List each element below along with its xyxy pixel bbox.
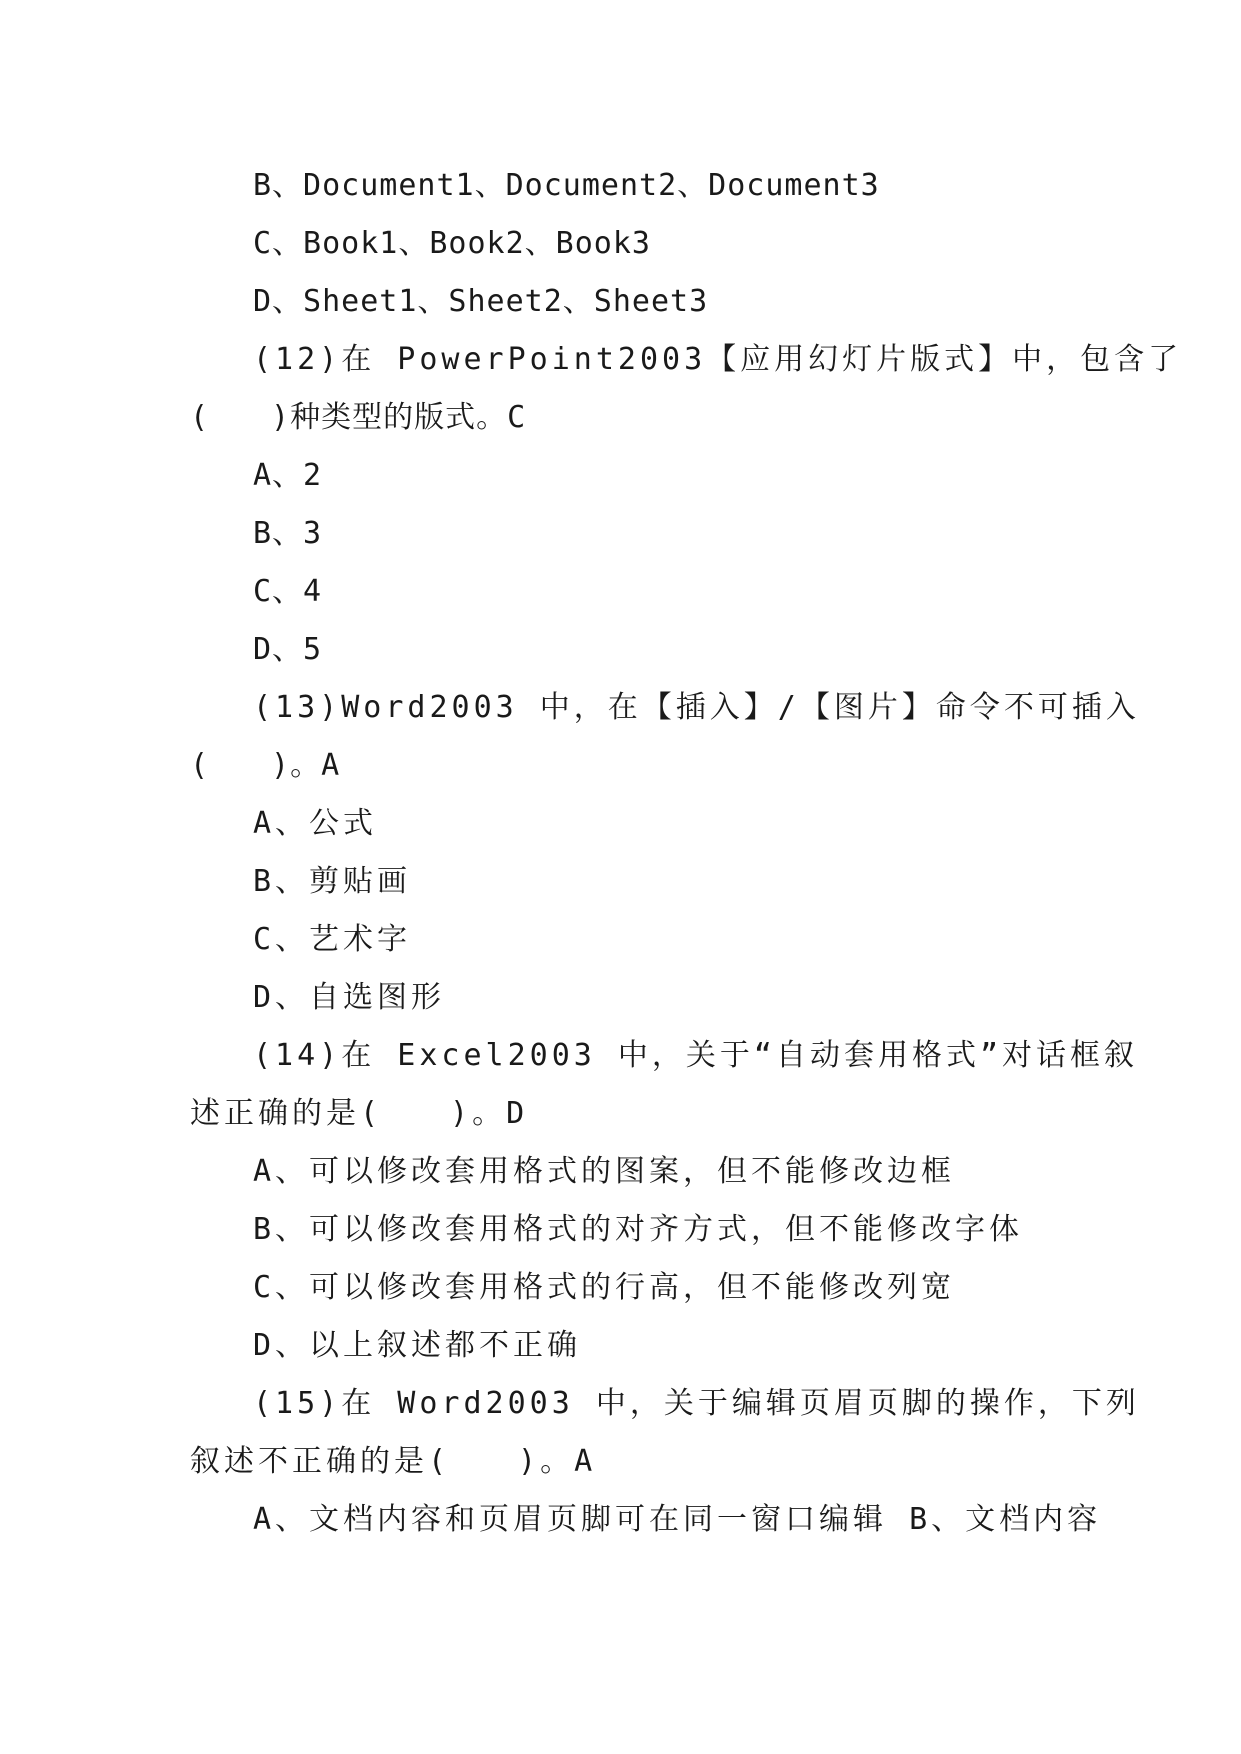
option-line: A、公式 (253, 806, 378, 841)
option-line: C、可以修改套用格式的行高，但不能修改列宽 (253, 1270, 956, 1305)
option-line: A、文档内容和页眉页脚可在同一窗口编辑 B、文档内容 (253, 1502, 1102, 1537)
option-line: B、可以修改套用格式的对齐方式，但不能修改字体 (253, 1212, 1024, 1247)
question-line: (15)在 Word2003 中，关于编辑页眉页脚的操作，下列 (253, 1386, 1140, 1421)
question-line: 述正确的是( )。D (190, 1096, 529, 1131)
option-line: D、5 (253, 632, 323, 667)
option-line: C、艺术字 (253, 922, 412, 957)
option-line: D、以上叙述都不正确 (253, 1328, 582, 1363)
question-line: (12)在 PowerPoint2003【应用幻灯片版式】中，包含了 (253, 342, 1183, 377)
option-line: B、Document1、Document2、Document3 (253, 168, 880, 203)
question-line: (14)在 Excel2003 中，关于“自动套用格式”对话框叙 (253, 1038, 1139, 1073)
question-line: 叙述不正确的是( )。A (190, 1444, 597, 1479)
option-line: C、4 (253, 574, 323, 609)
question-line: ( )。A (190, 748, 341, 783)
option-line: A、可以修改套用格式的图案，但不能修改边框 (253, 1154, 956, 1189)
option-line: B、剪贴画 (253, 864, 412, 899)
option-line: A、2 (253, 458, 323, 493)
option-line: D、自选图形 (253, 980, 446, 1015)
question-line: ( )种类型的版式。C (190, 400, 527, 435)
question-line: (13)Word2003 中，在【插入】/【图片】命令不可插入 (253, 690, 1140, 725)
option-line: B、3 (253, 516, 323, 551)
option-line: D、Sheet1、Sheet2、Sheet3 (253, 284, 709, 319)
option-line: C、Book1、Book2、Book3 (253, 226, 651, 261)
